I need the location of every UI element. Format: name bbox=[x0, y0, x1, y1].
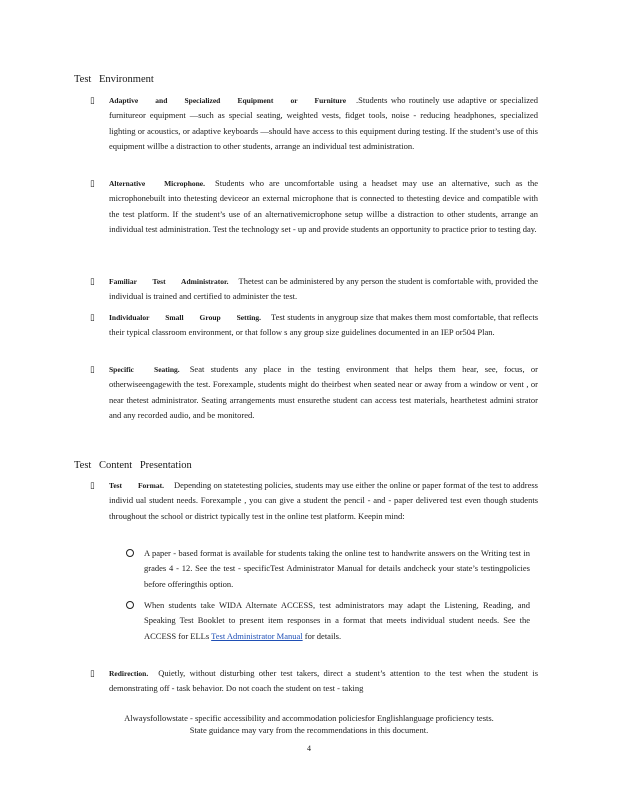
item-title: Adaptive and Specialized Equipment or Furniture bbox=[109, 96, 347, 105]
item-text: Seat students any place in the testing environment that helps them hear, see, focus, or otherwiseengagewith the test. Forexample, students might do theirbest when seated near or away from a window or vent , or near thetest administrator. Seating arrangements must ensurethe student can access test materials, hearthetest admini strator and any recorded audio, and be monitored. bbox=[109, 364, 538, 421]
item-text: Depending on statetesting policies, students may use either the online or paper format of the test to address individ ual student needs. Forexample , you can give a student the pencil - and - paper delivered test even though students throughout the school or district typically test in the online test platform. Keepin mind: bbox=[109, 480, 538, 521]
item-text: .Students who routinely use adaptive or specialized furnitureor equipment —such as special seating, weighted vests, fidget tools, noise - reducing headphones, specialized lighting or acoustics, or adaptive keyboards —should have access to this equipment during testing. If the student’s use of this equipment willbe a distraction to other students, arrange an individual test administration. bbox=[109, 95, 538, 152]
bullet-icon: ▯ bbox=[90, 480, 95, 490]
footer-line-2: State guidance may vary from the recommendations in this document. bbox=[189, 725, 429, 735]
item-title: Alternative Microphone. bbox=[109, 179, 205, 188]
bullet-icon: ▯ bbox=[90, 668, 95, 678]
page-number: 4 bbox=[307, 744, 311, 753]
circle-bullet-icon bbox=[126, 549, 134, 557]
sub-item-text: A paper - based format is available for students taking the online test to handwrite answers on the Writing test in grades 4 - 12. See the test - specificTest Administrator Manual for details andcheck your state’s testingpolicies before offeringthis option. bbox=[144, 548, 530, 589]
item-title: Familiar Test Administrator. bbox=[109, 277, 229, 286]
bullet-icon: ▯ bbox=[90, 364, 95, 374]
item-title: Redirection. bbox=[109, 669, 149, 678]
bullet-icon: ▯ bbox=[90, 178, 95, 188]
footer-line-1: Alwaysfollowstate - specific accessibility and accommodation policiesfor Englishlanguage proficiency tests. bbox=[124, 713, 494, 723]
list-item bbox=[92, 666, 538, 697]
test-administrator-manual-link[interactable]: Test Administrator Manual bbox=[211, 630, 303, 641]
sub-list-item bbox=[130, 546, 530, 592]
list-item bbox=[92, 478, 538, 524]
sub-item-text-after: for details. bbox=[302, 630, 342, 641]
bullet-icon: ▯ bbox=[90, 276, 95, 286]
item-title: Individualor Small Group Setting. bbox=[109, 313, 261, 322]
section-heading-test-environment: Test Environment bbox=[74, 74, 154, 85]
item-title: Test Format. bbox=[109, 481, 164, 490]
circle-bullet-icon bbox=[126, 601, 134, 609]
item-text: Test students in anygroup size that makes them most comfortable, that reflects their typical classroom environment, or that follow s any group size guidelines documented in an IEP or504 Plan. bbox=[109, 312, 538, 338]
bullet-icon: ▯ bbox=[90, 95, 95, 105]
item-title: Specific Seating. bbox=[109, 365, 180, 374]
item-text: Thetest can be administered by any person the student is comfortable with, provided the individual is trained and certified to administer the test. bbox=[109, 276, 538, 302]
list-item bbox=[92, 310, 538, 341]
bullet-icon: ▯ bbox=[90, 312, 95, 322]
page-footer bbox=[60, 712, 558, 736]
sub-item-text: When students take WIDA Alternate ACCESS, test administrators may adapt the Listening, Reading, and Speaking Test Booklet to present item responses in a format that meets individual student needs. See the ACCESS for ELLs bbox=[144, 600, 530, 641]
list-item bbox=[92, 176, 538, 238]
list-item bbox=[92, 362, 538, 424]
section-heading-test-content-presentation: Test Content Presentation bbox=[74, 460, 192, 471]
item-text: Quietly, without disturbing other test takers, direct a student’s attention to the test when the student is demonstrating off - task behavior. Do not coach the student on test - taking bbox=[109, 668, 538, 694]
sub-list-item bbox=[130, 598, 530, 644]
list-item bbox=[92, 93, 538, 155]
item-text: Students who are uncomfortable using a headset may use an alternative, such as the microphonebuilt into thetesting deviceor an external microphone that is connected to thetesting device and compatible with the test platform. If the student’s use of an alternativemicrophone setup willbe a distraction to other students, arrange an individual test administration. Test the technology set - up and provide students an opportunity to practice prior to testing day. bbox=[109, 178, 538, 235]
list-item bbox=[92, 274, 538, 305]
